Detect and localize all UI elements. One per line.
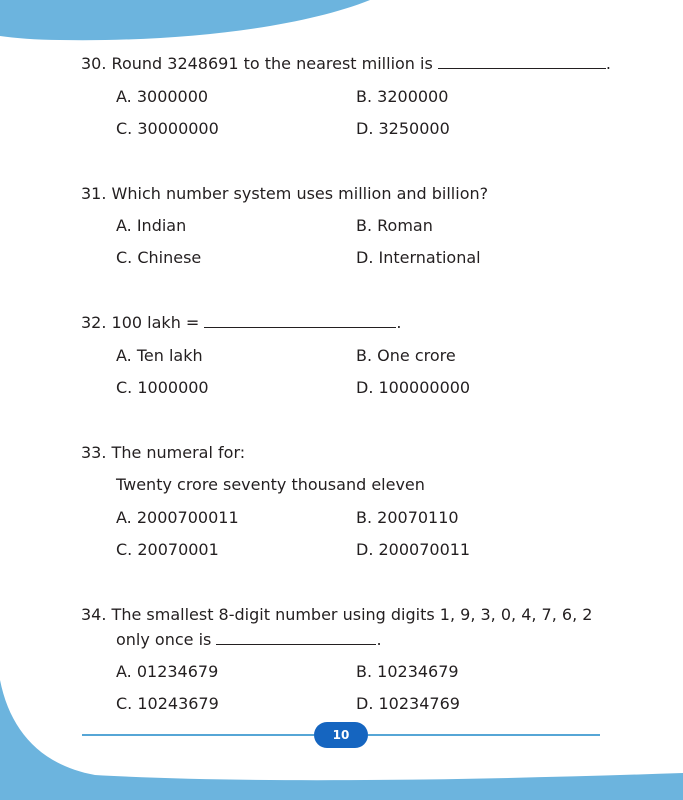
question-33-text-line2: Twenty crore seventy thousand eleven <box>116 475 425 494</box>
option-c: C. 10243679 <box>116 694 219 713</box>
question-prompt: The numeral for: <box>111 443 246 462</box>
question-prompt-line2: only once is <box>116 630 212 649</box>
question-number: 32. <box>81 313 107 332</box>
top-wave-shape <box>0 0 370 40</box>
question-prompt: 100 lakh = <box>111 313 200 332</box>
question-number: 31. <box>81 184 107 203</box>
page-number-badge: 10 <box>314 722 368 748</box>
question-prompt: The smallest 8-digit number using digits 1, 9, 3, 0, 4, 7, 6, 2 <box>111 605 593 624</box>
answer-blank <box>204 313 396 328</box>
option-b: B. 10234679 <box>356 662 459 681</box>
option-a: A. Ten lakh <box>116 346 203 365</box>
option-d: D. International <box>356 248 481 267</box>
blank-period: . <box>376 630 382 649</box>
blank-period: . <box>396 313 402 332</box>
option-d: D. 3250000 <box>356 119 450 138</box>
question-34-text <box>81 605 592 625</box>
option-c: C. 20070001 <box>116 540 219 559</box>
answer-blank <box>216 630 376 645</box>
option-d: D. 10234769 <box>356 694 460 713</box>
question-34-text-line2 <box>116 630 382 650</box>
option-a: A. 3000000 <box>116 87 209 106</box>
option-c: C. Chinese <box>116 248 202 267</box>
question-33-text <box>81 443 245 463</box>
question-number: 34. <box>81 605 107 624</box>
option-a: A. Indian <box>116 216 187 235</box>
option-b: B. One crore <box>356 346 456 365</box>
option-b: B. 3200000 <box>356 87 449 106</box>
option-a: A. 01234679 <box>116 662 219 681</box>
question-number: 30. <box>81 54 107 73</box>
question-prompt: Round 3248691 to the nearest million is <box>111 54 433 73</box>
question-number: 33. <box>81 443 107 462</box>
option-c: C. 1000000 <box>116 378 209 397</box>
answer-blank <box>438 54 606 69</box>
option-c: C. 30000000 <box>116 119 219 138</box>
option-b: B. Roman <box>356 216 433 235</box>
option-d: D. 200070011 <box>356 540 471 559</box>
question-32-text <box>81 313 402 333</box>
question-31-text <box>81 184 488 204</box>
question-30-text <box>81 54 611 74</box>
option-a: A. 2000700011 <box>116 508 239 527</box>
blank-period: . <box>605 54 611 73</box>
option-d: D. 100000000 <box>356 378 471 397</box>
option-b: B. 20070110 <box>356 508 459 527</box>
question-prompt: Which number system uses million and billion? <box>111 184 489 203</box>
